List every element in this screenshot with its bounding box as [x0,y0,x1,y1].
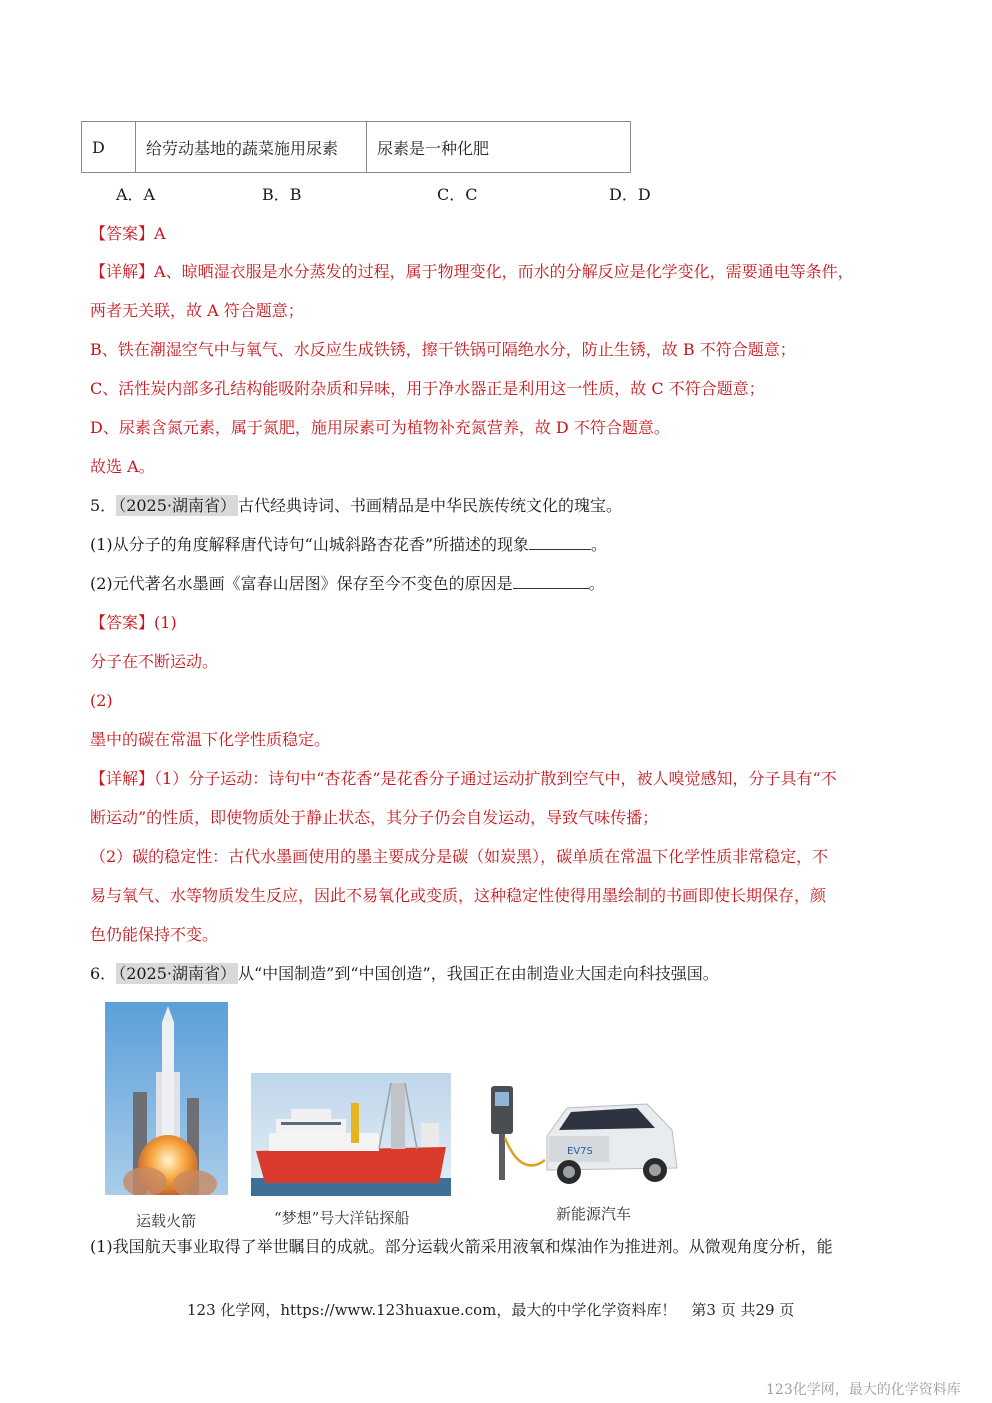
q4-conclusion: 故选 A。 [90,457,155,476]
q5-detail-line-5: 色仍能保持不变。 [90,925,219,944]
option-c: C．C [437,185,478,204]
answer-blank[interactable] [529,535,591,550]
source-tag: （2025·湖南省） [118,496,236,515]
q5-detail-line-4: 易与氧气、水等物质发生反应，因此不易氧化或变质，这种稳定性使得用墨绘制的书画即使长期保存，颜 [90,886,827,905]
q4-detail-line-3: B、铁在潮湿空气中与氧气、水反应生成铁锈，擦干铁锅可隔绝水分，防止生锈，故 B 不符合题意； [90,340,796,359]
table-row-label: D [82,122,136,173]
q6-stem [90,964,719,984]
watermark: 123化学网，最大的化学资料库 [766,1382,961,1398]
sub-question-end: 。 [588,574,605,593]
q5-sub1 [90,535,607,555]
answer-tag: 【答案】 [90,224,155,243]
option-d: D．D [609,185,651,204]
q4-detail-line-4: C、活性炭内部多孔结构能吸附杂质和异味，用于净水器正是利用这一性质，故 C 不符合题意； [90,379,765,398]
q4-answer [90,224,166,244]
q4-detail-line-1 [90,262,854,282]
answer-part-label: (1) [154,613,177,632]
q5-stem [90,496,622,516]
q6-sub1: (1)我国航天事业取得了举世瞩目的成就。部分运载火箭采用液氧和煤油作为推进剂。从微观角度分析，能 [90,1237,833,1256]
question-text: 古代经典诗词、书画精品是中华民族传统文化的瑰宝。 [238,496,623,515]
q5-detail-line-1 [90,769,837,789]
q5-answer [90,613,177,633]
caption-car: 新能源汽车 [556,1205,632,1223]
option-a: A．A [116,185,156,204]
detail-tag: 【详解】 [90,769,155,788]
q5-detail-line-2: 断运动”的性质，即使物质处于静止状态，其分子仍会自发运动，导致气味传播； [90,808,659,827]
answer-tag: 【答案】 [90,613,155,632]
q5-answer-1: 分子在不断运动。 [90,652,219,671]
page-footer: 123 化学网，https://www.123huaxue.com，最大的中学化学资料库！ 第3 页 共29 页 [187,1301,795,1319]
caption-rocket: 运载火箭 [136,1212,197,1230]
table-cell-reason: 尿素是一种化肥 [367,122,631,173]
caption-ship: “梦想”号大洋钻探船 [274,1209,410,1227]
option-b: B．B [262,185,302,204]
q5-sub2 [90,574,605,594]
answer-blank[interactable] [513,574,589,589]
car-plate: EV7S [567,1146,593,1157]
question-number: 5． [90,496,117,515]
q5-answer-2: 墨中的碳在常温下化学性质稳定。 [90,730,331,749]
q5-detail-line-3: （2）碳的稳定性：古代水墨画使用的墨主要成分是碳（如炭黑），碳单质在常温下化学性质非常稳定，不 [90,847,829,866]
option-table [81,121,631,173]
q4-detail-line-5: D、尿素含氮元素，属于氮肥，施用尿素可为植物补充氮营养，故 D 不符合题意。 [90,418,670,437]
table-cell-action: 给劳动基地的蔬菜施用尿素 [136,122,367,173]
sub-question-text: (1)从分子的角度解释唐代诗句“山城斜路杏花香”所描述的现象 [90,535,530,554]
sub-question-text: (2)元代著名水墨画《富春山居图》保存至今不变色的原因是 [90,574,513,593]
q5-answer-2-label: (2) [90,691,113,710]
detail-text: A、晾晒湿衣服是水分蒸发的过程，属于物理变化，而水的分解反应是化学变化，需要通电等条件， [154,262,854,281]
answer-value: A [154,224,166,243]
detail-tag: 【详解】 [90,262,155,281]
question-number: 6． [90,964,117,983]
sub-question-end: 。 [591,535,608,554]
question-text: 从“中国制造”到“中国创造”，我国正在由制造业大国走向科技强国。 [238,964,719,983]
source-tag: （2025·湖南省） [118,964,236,983]
detail-text: （1）分子运动：诗句中“杏花香”是花香分子通过运动扩散到空气中，被人嗅觉感知，分子具有“不 [154,769,837,788]
drilling-ship-image [251,1073,451,1196]
ev-car-image [487,1078,685,1192]
rocket-image [105,1002,228,1195]
q4-detail-line-2: 两者无关联，故 A 符合题意； [90,301,304,320]
